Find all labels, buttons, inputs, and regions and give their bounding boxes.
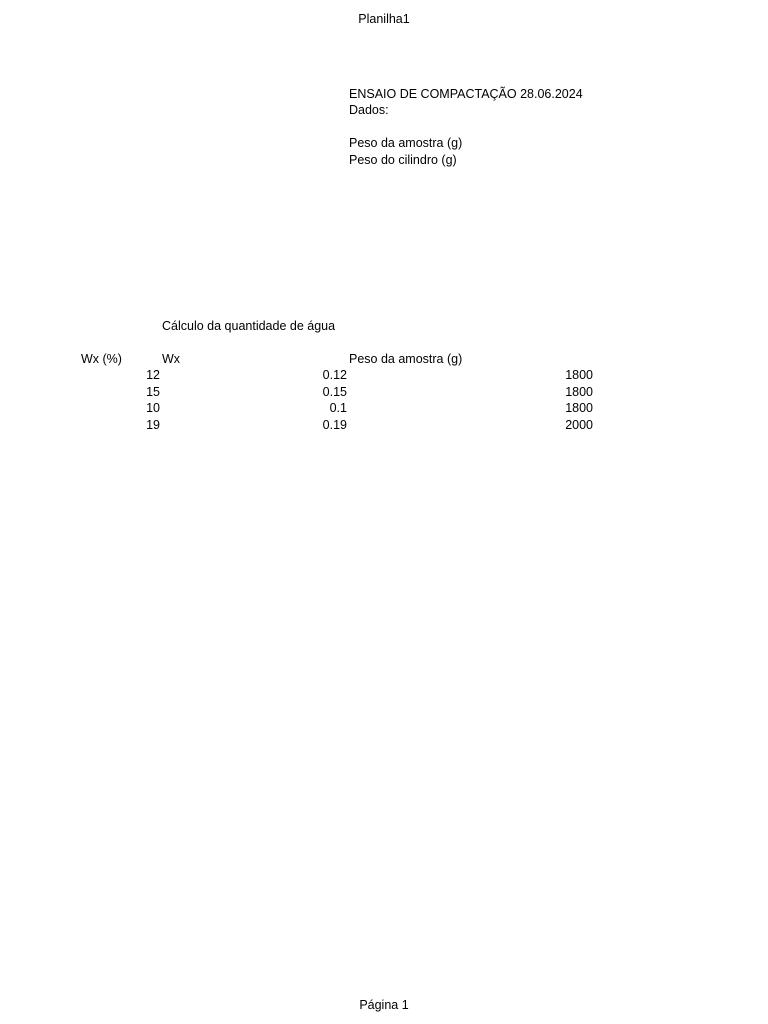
water-calc-table	[0, 367, 768, 433]
table-row	[0, 417, 768, 434]
peso-cilindro-label: Peso do cilindro (g)	[349, 153, 457, 167]
cell-wx: 0.1	[329, 401, 347, 416]
water-calc-title: Cálculo da quantidade de água	[162, 319, 336, 333]
cell-wx: 0.15	[322, 384, 347, 399]
cell-wx-percent: 12	[146, 368, 160, 382]
cell-peso-amostra: 1800	[565, 401, 593, 416]
table-row	[0, 400, 768, 417]
table-row	[0, 367, 768, 384]
cell-wx-percent: 19	[146, 417, 160, 432]
sheet-name-header: Planilha1	[358, 12, 410, 26]
cell-wx: 0.19	[322, 417, 347, 432]
cell-peso-amostra: 2000	[565, 417, 593, 432]
column-header-wx-percent: Wx (%)	[81, 352, 122, 366]
column-header-peso-amostra: Peso da amostra (g)	[349, 352, 463, 366]
dados-label: Dados:	[349, 103, 389, 117]
test-title: ENSAIO DE COMPACTAÇÃO 28.06.2024	[349, 87, 583, 101]
cell-wx-percent: 15	[146, 384, 160, 399]
column-header-wx: Wx	[162, 352, 181, 366]
cell-wx: 0.12	[322, 368, 347, 382]
cell-wx-percent: 10	[146, 401, 160, 416]
cell-peso-amostra: 1800	[565, 384, 593, 399]
peso-amostra-label: Peso da amostra (g)	[349, 136, 463, 150]
page-number-footer: Página 1	[359, 998, 409, 1012]
table-row	[0, 384, 768, 401]
cell-peso-amostra: 1800	[565, 368, 593, 382]
